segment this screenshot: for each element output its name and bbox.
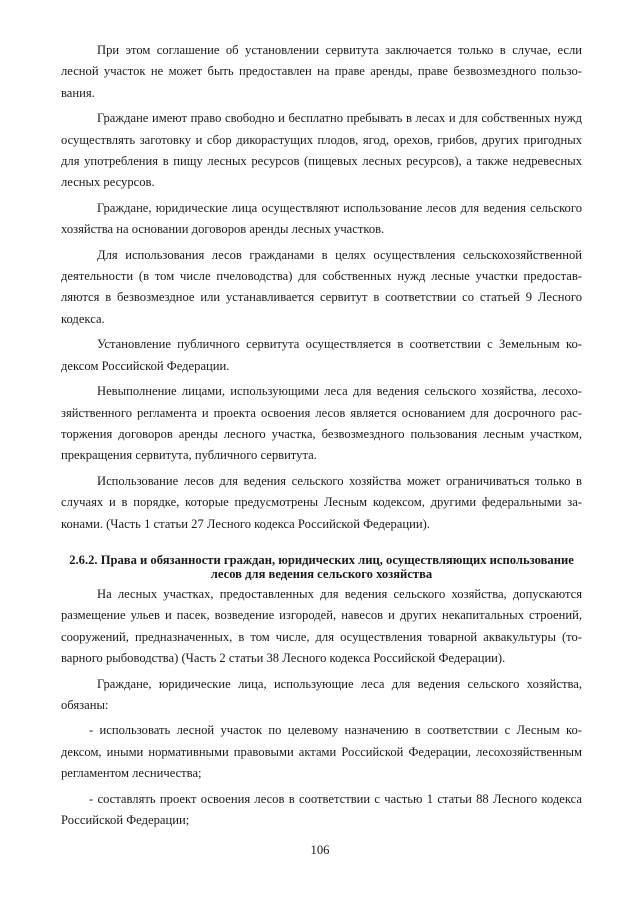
- paragraph-obligations-intro: Граждане, юридические лица, использующие леса для ведения сельского хозяйства, обязаны:: [61, 676, 582, 712]
- paragraph-servitude-agreement: При этом соглашение об установлении сервитута заключается только в случае, если лесной участок не может быть предоставлен на праве аренды, праве безвозмездного пользования.: [61, 43, 582, 100]
- page-number: 106: [310, 843, 330, 857]
- paragraph-restrictions: Использование лесов для ведения сельского хозяйства может ограничиваться только в случаях и в порядке, которые предусмотрены Лесным кодексом, другими федеральными законами. (Часть 1 статьи 27 Лесного кодекса Российской Федерации).: [61, 473, 582, 531]
- document-page: [61, 40, 582, 835]
- section-heading-line-1: 2.6.2. Права и обязанности граждан, юридических лиц, осуществляющих использование: [69, 552, 574, 567]
- section-heading-line-2: лесов для ведения сельского хозяйства: [210, 566, 433, 581]
- paragraph-free-use: Для использования лесов гражданами в целях осуществления сельскохозяйственной деятельности (в том числе пчеловодства) для собственных нужд лесные участки предоставляются в безвозмездное или устанавливается сервитут в соответствии со статьей 9 Лесного кодекса.: [61, 247, 582, 326]
- paragraph-citizens-rights: Граждане имеют право свободно и бесплатно пребывать в лесах и для собственных нужд осуществлять заготовку и сбор дикорастущих плодов, ягод, орехов, грибов, других пригодных для употребления в пищу лесных ресурсов (пищевых лесных ресурсов), а также недревесных лесных ресурсов.: [61, 111, 582, 190]
- paragraph-lease-basis: Граждане, юридические лица осуществляют использование лесов для ведения сельского хозяйства на основании договоров аренды лесных участков.: [61, 200, 582, 237]
- paragraph-non-compliance: Невыполнение лицами, использующими леса для ведения сельского хозяйства, лесохозяйственного регламента и проекта освоения лесов является основанием для досрочного расторжения договоров аренды лесного участка, безвозмездного пользования лесным участком, прекращения сервитута, публичного сервитута.: [61, 384, 582, 463]
- list-item-target-use: - использовать лесной участок по целевому назначению в соответствии с Лесным кодексом, иными нормативными правовыми актами Российской Федерации, лесохозяйственным регламентом лесничества;: [61, 723, 582, 781]
- section-heading: [61, 553, 582, 581]
- list-item-development-project: - составлять проект освоения лесов в соответствии с частью 1 статьи 88 Лесного кодекса Российской Федерации;: [61, 791, 582, 827]
- paragraph-permitted-structures: На лесных участках, предоставленных для ведения сельского хозяйства, допускаются размещение ульев и пасек, возведение изгородей, навесов и других некапитальных строений, сооружений, предназначенных, в том числе, для осуществления товарной аквакультуры (товарного рыбоводства) (Часть 2 статьи 38 Лесного кодекса Российской Федерации).: [61, 586, 582, 666]
- paragraph-public-servitude: Установление публичного сервитута осуществляется в соответствии с Земельным кодексом Российской Федерации.: [61, 337, 582, 373]
